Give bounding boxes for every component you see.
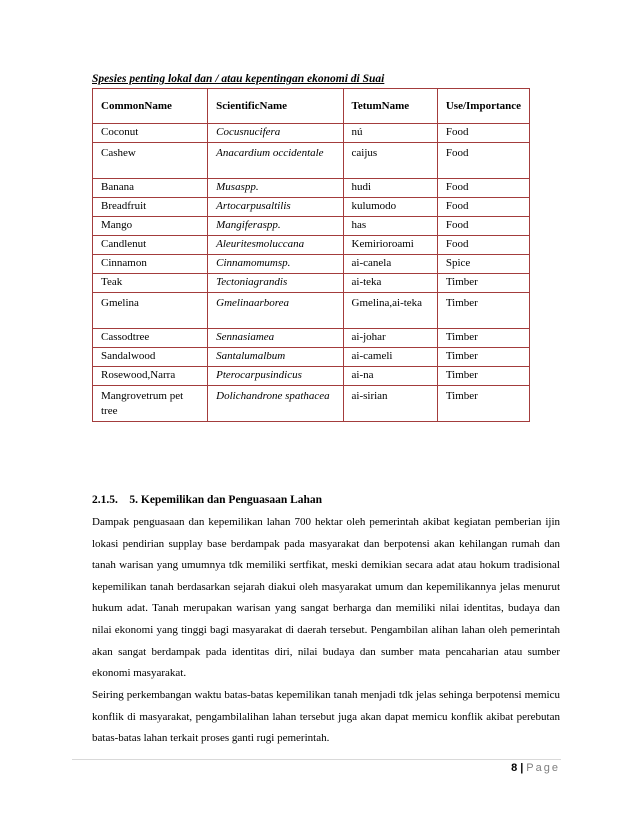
table-row xyxy=(93,293,530,329)
table-row xyxy=(93,236,530,255)
common-name-cell: Cashew xyxy=(93,143,208,179)
table-header-row xyxy=(93,89,530,124)
header-tetum-name: TetumName xyxy=(343,89,437,124)
common-name-cell: Teak xyxy=(93,274,208,293)
table-row xyxy=(93,255,530,274)
use-cell: Food xyxy=(437,198,529,217)
tetum-name-cell: caijus xyxy=(343,143,437,179)
body-paragraph: Dampak penguasaan dan kepemilikan lahan 700 hektar oleh pemerintah akibat kegiatan pemberian ijin lokasi pendirian supplay base berdampak pada masyarakat dan berpotensi akan kehilangan rumah dan tanah warisan yang umumnya tdk memiliki sertfikat, meski demikian secara adat atau hokum tradisional kepemilikan tanah berdasarkan sejarah diakui oleh masyarakat umum dan kepemilikannya jelas menurut hukum adat. Tanah merupakan warisan yang sangat berharga dan memiliki nilai identitas, budaya dan nilai ekonomi yang tinggi bagi masyarakat di daerah tersebut. Pengambilan alihan lahan oleh pemerintah akan sangat berdampak pada identitas diri, nilai budaya dan sumber mata pencaharian atau sumber ekonomi masyarakat. xyxy=(92,516,560,680)
header-common-name: CommonName xyxy=(93,89,208,124)
table-row xyxy=(93,143,530,179)
header-use-importance: Use/Importance xyxy=(437,89,529,124)
scientific-name-cell: Aleuritesmoluccana xyxy=(208,236,343,255)
common-name-cell: Cinnamon xyxy=(93,255,208,274)
common-name-cell: Coconut xyxy=(93,124,208,143)
use-cell: Food xyxy=(437,217,529,236)
scientific-name-cell: Anacardium occidentale xyxy=(208,143,343,179)
table-row xyxy=(93,386,530,422)
common-name-cell: Banana xyxy=(93,179,208,198)
table-row xyxy=(93,367,530,386)
scientific-name-cell: Santalumalbum xyxy=(208,348,343,367)
tetum-name-cell: ai-teka xyxy=(343,274,437,293)
tetum-name-cell: kulumodo xyxy=(343,198,437,217)
table-row xyxy=(93,348,530,367)
page-number: 8 xyxy=(511,762,518,774)
scientific-name-cell: Cinnamomumsp. xyxy=(208,255,343,274)
section-heading: 2.1.5. 5. Kepemilikan dan Penguasaan Lahan xyxy=(92,494,323,506)
use-cell: Spice xyxy=(437,255,529,274)
common-name-cell: Mango xyxy=(93,217,208,236)
use-cell: Timber xyxy=(437,293,529,329)
tetum-name-cell: Gmelina,ai-teka xyxy=(343,293,437,329)
table-row xyxy=(93,329,530,348)
common-name-cell: Rosewood,Narra xyxy=(93,367,208,386)
table-caption: Spesies penting lokal dan / atau kepentingan ekonomi di Suai xyxy=(92,73,385,85)
scientific-name-cell: Tectoniagrandis xyxy=(208,274,343,293)
common-name-cell: Gmelina xyxy=(93,293,208,329)
use-cell: Timber xyxy=(437,386,529,422)
tetum-name-cell: ai-johar xyxy=(343,329,437,348)
tetum-name-cell: ai-cameli xyxy=(343,348,437,367)
table-row xyxy=(93,198,530,217)
footer-separator: | xyxy=(520,762,524,774)
scientific-name-cell: Artocarpusaltilis xyxy=(208,198,343,217)
scientific-name-cell: Dolichandrone spathacea xyxy=(208,386,343,422)
common-name-cell: Cassodtree xyxy=(93,329,208,348)
use-cell: Timber xyxy=(437,274,529,293)
use-cell: Food xyxy=(437,179,529,198)
tetum-name-cell: has xyxy=(343,217,437,236)
table-row xyxy=(93,217,530,236)
tetum-name-cell: Kemirioroami xyxy=(343,236,437,255)
footer-divider xyxy=(72,759,561,760)
common-name-cell: Sandalwood xyxy=(93,348,208,367)
tetum-name-cell: ai-na xyxy=(343,367,437,386)
scientific-name-cell: Musaspp. xyxy=(208,179,343,198)
use-cell: Food xyxy=(437,236,529,255)
scientific-name-cell: Cocusnucifera xyxy=(208,124,343,143)
use-cell: Food xyxy=(437,143,529,179)
page-label: Page xyxy=(526,762,560,774)
common-name-cell: Breadfruit xyxy=(93,198,208,217)
scientific-name-cell: Mangiferaspp. xyxy=(208,217,343,236)
body-paragraph: Seiring perkembangan waktu batas-batas kepemilikan tanah menjadi tdk jelas sehinga berpotensi memicu konflik di masyarakat, pengambilalihan lahan tersebut juga akan dapat memicu konflik akibat perebutan batas-batas lahan terkait proses ganti rugi pemerintah. xyxy=(92,689,560,745)
scientific-name-cell: Sennasiamea xyxy=(208,329,343,348)
species-table xyxy=(92,88,530,422)
use-cell: Timber xyxy=(437,348,529,367)
common-name-cell: Candlenut xyxy=(93,236,208,255)
scientific-name-cell: Pterocarpusindicus xyxy=(208,367,343,386)
use-cell: Timber xyxy=(437,367,529,386)
tetum-name-cell: nú xyxy=(343,124,437,143)
tetum-name-cell: ai-sirian xyxy=(343,386,437,422)
use-cell: Timber xyxy=(437,329,529,348)
tetum-name-cell: ai-canela xyxy=(343,255,437,274)
common-name-cell: Mangrovetrum pet tree xyxy=(93,386,208,422)
scientific-name-cell: Gmelinaarborea xyxy=(208,293,343,329)
page-footer xyxy=(511,762,560,774)
table-row xyxy=(93,124,530,143)
table-row xyxy=(93,179,530,198)
header-scientific-name: ScientificName xyxy=(208,89,343,124)
table-row xyxy=(93,274,530,293)
tetum-name-cell: hudi xyxy=(343,179,437,198)
use-cell: Food xyxy=(437,124,529,143)
